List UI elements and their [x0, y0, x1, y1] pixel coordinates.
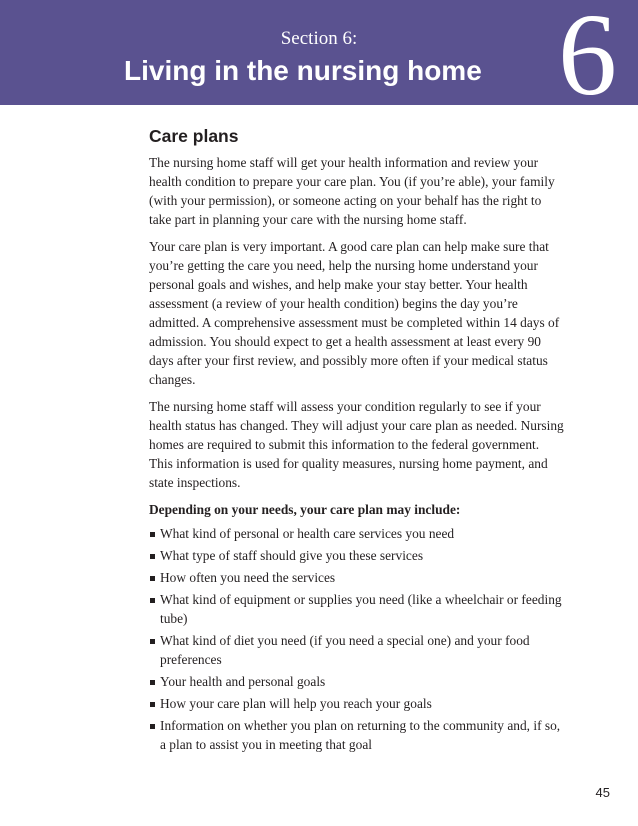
care-plan-list-heading: Depending on your needs, your care plan may include: [149, 502, 461, 517]
list-item [149, 590, 564, 628]
section-number: 6 [558, 0, 617, 120]
square-bullet-icon [150, 576, 155, 581]
list-item-text: What type of staff should give you these services [160, 548, 424, 563]
paragraph: Your care plan is very important. A good care plan can help make sure that you’re getting the care you need, help the nursing home understand your personal goals and wishes, and help make your stay better. Your health assessment (a review of your health condition) begins the day you’re admitted. A comprehensive assessment must be completed within 14 days of admission. You should expect to get a health assessment at least every 90 days after your first review, and possibly more often if your medical status changes. [149, 239, 560, 387]
list-item [149, 524, 564, 543]
list-item-text: Information on whether you plan on returning to the community and, if so, a plan to assist you in meeting that goal [160, 718, 561, 752]
list-item [149, 716, 564, 754]
section-header-band [0, 0, 638, 120]
care-plan-needs-list [149, 524, 564, 754]
square-bullet-icon [150, 598, 155, 603]
square-bullet-icon [150, 554, 155, 559]
section-label: Section 6: [280, 28, 358, 49]
list-item-text: What kind of diet you need (if you need a special one) and your food preferences [160, 633, 530, 667]
list-item [149, 631, 564, 669]
square-bullet-icon [150, 702, 155, 707]
section-title: Living in the nursing home [124, 55, 482, 86]
paragraph: The nursing home staff will assess your condition regularly to see if your health status has changed. They will adjust your care plan as needed. Nursing homes are required to submit this information to the federal government. This information is used for quality measures, nursing home payment, and state inspections. [149, 399, 564, 490]
list-item-text: How often you need the services [160, 570, 336, 585]
list-item-text: How your care plan will help you reach your goals [160, 696, 432, 711]
page-number: 45 [595, 785, 610, 800]
square-bullet-icon [150, 724, 155, 729]
square-bullet-icon [150, 680, 155, 685]
paragraph: The nursing home staff will get your health information and review your health condition to prepare your care plan. You (if you’re able), your family (with your permission), or someone acting on your behalf has the right to take part in planning your care with the nursing home staff. [149, 155, 555, 227]
main-content [149, 124, 564, 757]
list-item [149, 672, 564, 691]
list-item-text: What kind of equipment or supplies you need (like a wheelchair or feeding tube) [160, 592, 562, 626]
square-bullet-icon [150, 639, 155, 644]
list-item [149, 546, 564, 565]
list-item [149, 568, 564, 587]
square-bullet-icon [150, 532, 155, 537]
list-item-text: What kind of personal or health care services you need [160, 526, 455, 541]
list-item-text: Your health and personal goals [160, 674, 326, 689]
care-plans-heading: Care plans [149, 126, 239, 146]
list-item [149, 694, 564, 713]
